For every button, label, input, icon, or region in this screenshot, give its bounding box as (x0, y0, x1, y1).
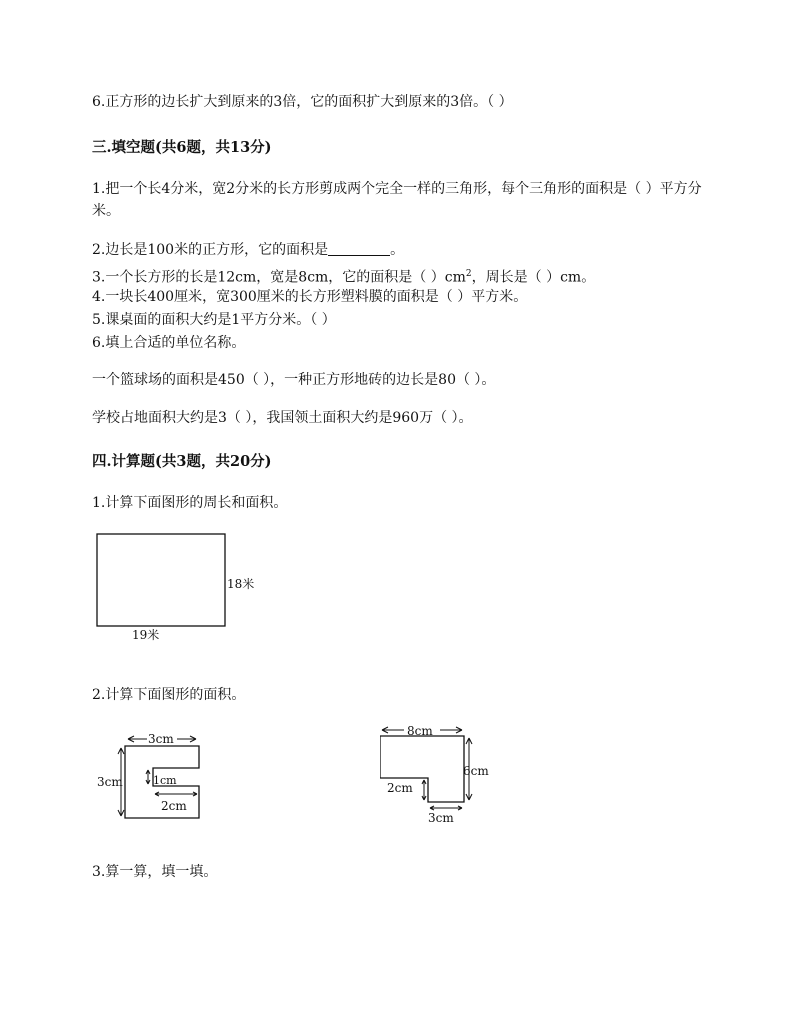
fill-question-6-line-2: 学校占地面积大约是3（ ），我国领土面积大约是960万（ ）。 (92, 410, 473, 426)
true-false-question-6: 6.正方形的边长扩大到原来的3倍，它的面积扩大到原来的3倍。（ ） (92, 94, 513, 110)
notched-inner-width-label: 2cm (161, 799, 187, 813)
notched-shape-figure (95, 728, 215, 828)
l-bottom-label: 3cm (428, 811, 454, 825)
rectangle-figure (90, 528, 280, 648)
rectangle-width-label: 19米 (132, 628, 160, 642)
notched-left-label: 3cm (97, 775, 123, 789)
fill-question-1: 1.把一个长4分米，宽2分米的长方形剪成两个完全一样的三角形，每个三角形的面积是（ ）平方分米。 (92, 181, 702, 219)
fill-question-4: 4.一块长400厘米，宽300厘米的长方形塑料膜的面积是（ ）平方米。 (92, 289, 528, 305)
answer-blank[interactable] (328, 241, 390, 256)
calc-question-1: 1.计算下面图形的周长和面积。 (92, 495, 288, 511)
rectangle-height-label: 18米 (227, 577, 255, 591)
fill-question-3-superscript: 2 (465, 269, 472, 279)
fill-question-3-part-b: ，周长是（ ）cm。 (471, 269, 596, 286)
notched-inner-height-label: 1cm (153, 774, 177, 787)
l-step-height-label: 2cm (387, 781, 413, 795)
calc-question-3: 3.算一算，填一填。 (92, 864, 218, 880)
section-3-title: 三.填空题(共6题，共13分) (92, 139, 272, 156)
calc-question-2: 2.计算下面图形的面积。 (92, 687, 246, 703)
fill-question-2 (92, 240, 404, 260)
notched-top-label: 3cm (148, 732, 174, 746)
fill-question-5: 5.课桌面的面积大约是1平方分米。（ ） (92, 312, 336, 328)
fill-question-6-line-1: 一个篮球场的面积是450（ ），一种正方形地砖的边长是80（ ）。 (92, 372, 496, 388)
fill-question-2-end: 。 (390, 242, 405, 258)
l-top-label: 8cm (407, 724, 433, 738)
l-shape-figure (380, 722, 500, 830)
section-4-title: 四.计算题(共3题，共20分) (92, 453, 272, 470)
fill-question-6: 6.填上合适的单位名称。 (92, 335, 246, 351)
fill-question-3 (92, 264, 595, 288)
rectangle-shape (97, 534, 225, 626)
fill-question-2-text: 2.边长是100米的正方形，它的面积是 (92, 242, 329, 258)
l-right-label: 6cm (463, 764, 489, 778)
fill-question-3-part-a: 3.一个长方形的长是12cm，宽是8cm，它的面积是（ ）cm (92, 269, 466, 286)
